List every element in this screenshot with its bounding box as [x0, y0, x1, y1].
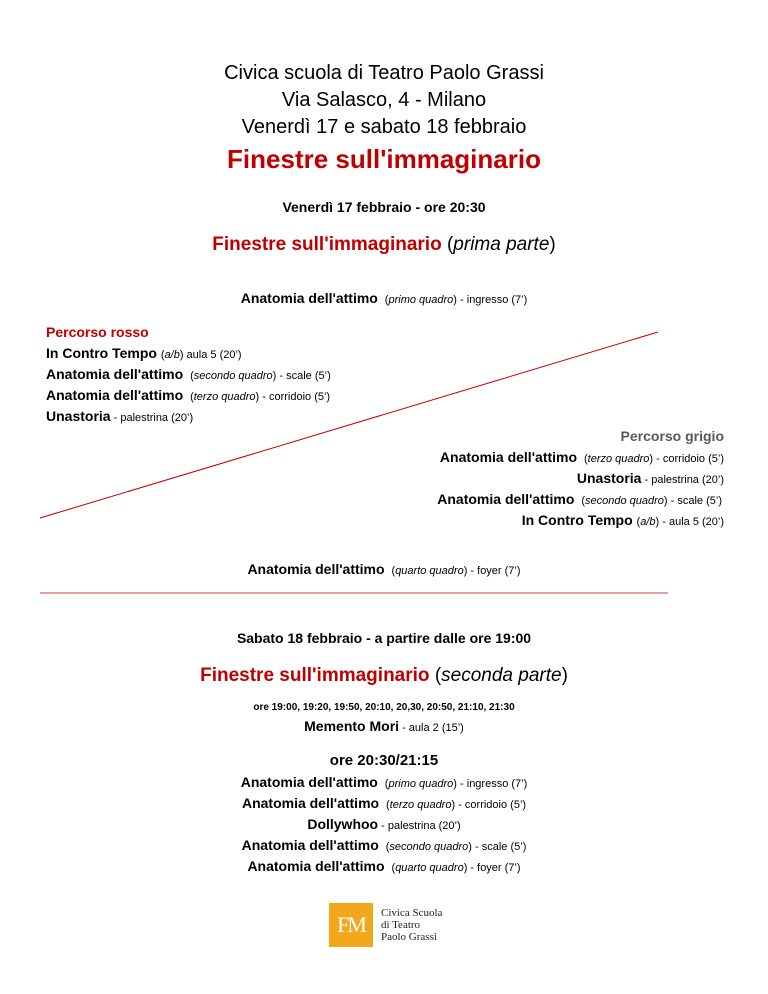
item-detail: - palestrina (20’) — [378, 820, 461, 832]
item-detail: - ingresso (7’) — [456, 778, 528, 790]
item-quadro: a/b — [640, 516, 656, 528]
item-quadro: terzo quadro — [587, 453, 650, 465]
item-name: Dollywhoo — [307, 816, 379, 832]
saturday-item: Anatomia dell'attimo (quarto quadro) - foyer (7’) — [247, 858, 521, 874]
red-route-item: Anatomia dell'attimo (secondo quadro) - scale (5’) — [46, 366, 331, 382]
section-part: (seconda parte) — [434, 665, 568, 686]
logo-text — [381, 907, 442, 943]
item-name: Anatomia dell'attimo — [437, 491, 575, 507]
item-quadro: quarto quadro — [395, 862, 464, 874]
logo-line: di Teatro — [381, 919, 421, 931]
diagonal-divider — [40, 332, 658, 518]
item-name: Unastoria — [576, 470, 642, 486]
school-name: Civica scuola di Teatro Paolo Grassi — [224, 62, 544, 84]
saturday-item: Anatomia dell'attimo (primo quadro) - ingresso (7’) — [240, 774, 528, 790]
item-detail: - palestrina (20’) — [641, 474, 724, 486]
evening-time: ore 20:30/21:15 — [329, 752, 439, 769]
grey-route-label: Percorso grigio — [620, 428, 724, 444]
section-part: (prima parte) — [446, 234, 556, 255]
item-name: Anatomia dell'attimo — [247, 858, 385, 874]
item-name: Anatomia dell'attimo — [241, 795, 380, 811]
section-title-text: Finestre sull'immaginario — [212, 234, 442, 255]
item-quadro: secondo quadro — [193, 370, 273, 382]
item-name: In Contro Tempo — [46, 345, 157, 361]
event-dates: Venerdì 17 e sabato 18 febbraio — [241, 116, 527, 138]
school-logo — [329, 903, 442, 947]
item-name: Memento Mori — [304, 718, 400, 734]
saturday-item: Anatomia dell'attimo (secondo quadro) - scale (5’) — [241, 837, 527, 853]
item-quadro: terzo quadro — [193, 391, 256, 403]
item-quadro: terzo quadro — [389, 799, 452, 811]
saturday-date: Sabato 18 febbraio - a partire dalle ore 19:00 — [236, 630, 532, 646]
item-name: Anatomia dell'attimo — [46, 387, 184, 403]
item-name: Anatomia dell'attimo — [46, 366, 184, 382]
item-name: Anatomia dell'attimo — [247, 561, 385, 577]
item-quadro: secondo quadro — [585, 495, 664, 507]
address: Via Salasco, 4 - Milano — [281, 89, 487, 111]
saturday-item: Anatomia dell'attimo (terzo quadro) - corridoio (5’) — [241, 795, 527, 811]
item-name: Anatomia dell'attimo — [439, 449, 578, 465]
item-quadro: quarto quadro — [395, 565, 464, 577]
item-detail: - palestrina (20’) — [110, 412, 194, 424]
saturday-times: ore 19:00, 19:20, 19:50, 20:10, 20,30, 20:50, 21:10, 21:30 — [253, 702, 515, 713]
item-name: Unastoria — [46, 408, 111, 424]
logo-line: Civica Scuola — [381, 907, 443, 919]
grey-route-item: Anatomia dell'attimo (terzo quadro) - corridoio (5’) — [439, 449, 724, 465]
section-title-text: Finestre sull'immaginario — [200, 665, 430, 686]
item-detail: - corridoio (5’) — [653, 453, 724, 465]
item-detail: - scale (5’) — [276, 370, 331, 382]
item-detail: - ingresso (7’) — [456, 294, 528, 306]
item-quadro: a/b — [164, 349, 180, 361]
red-route-item: Anatomia dell'attimo (terzo quadro) - corridoio (5’) — [46, 387, 331, 403]
item-name: In Contro Tempo — [521, 512, 633, 528]
red-route-label: Percorso rosso — [46, 324, 149, 340]
red-route-item: In Contro Tempo (a/b) aula 5 (20’) — [46, 345, 242, 361]
item-detail: - aula 5 (20’) — [659, 516, 724, 528]
item-quadro: secondo quadro — [389, 841, 469, 853]
item-name: Anatomia dell'attimo — [240, 774, 378, 790]
friday-date: Venerdì 17 febbraio - ore 20:30 — [282, 199, 486, 215]
item-name: Anatomia dell'attimo — [240, 290, 378, 306]
main-title: Finestre sull'immaginario — [227, 144, 541, 174]
friday-opening-item: Anatomia dell'attimo (primo quadro) - ingresso (7’) — [240, 290, 528, 306]
item-detail: - scale (5’) — [667, 495, 722, 507]
section-part-text: seconda parte — [441, 665, 562, 686]
item-detail: - foyer (7’) — [467, 565, 521, 577]
friday-closing-item: Anatomia dell'attimo (quarto quadro) - foyer (7’) — [247, 561, 521, 577]
item-detail: - corridoio (5’) — [455, 799, 527, 811]
logo-mark: FM — [329, 903, 373, 947]
item-detail: aula 5 (20’) — [183, 349, 242, 361]
grey-route-item: In Contro Tempo (a/b) - aula 5 (20’) — [521, 512, 724, 528]
logo-line: Paolo Grassi — [381, 931, 437, 943]
item-name: Anatomia dell'attimo — [241, 837, 379, 853]
item-detail: - scale (5’) — [471, 841, 527, 853]
item-detail: - aula 2 (15’) — [399, 722, 464, 734]
item-quadro: primo quadro — [388, 294, 454, 306]
item-quadro: primo quadro — [388, 778, 454, 790]
grey-route-item: Anatomia dell'attimo (secondo quadro) - scale (5’) — [437, 491, 722, 507]
item-detail: - corridoio (5’) — [259, 391, 331, 403]
section-part-text: prima parte — [453, 234, 550, 255]
item-detail: - foyer (7’) — [467, 862, 521, 874]
